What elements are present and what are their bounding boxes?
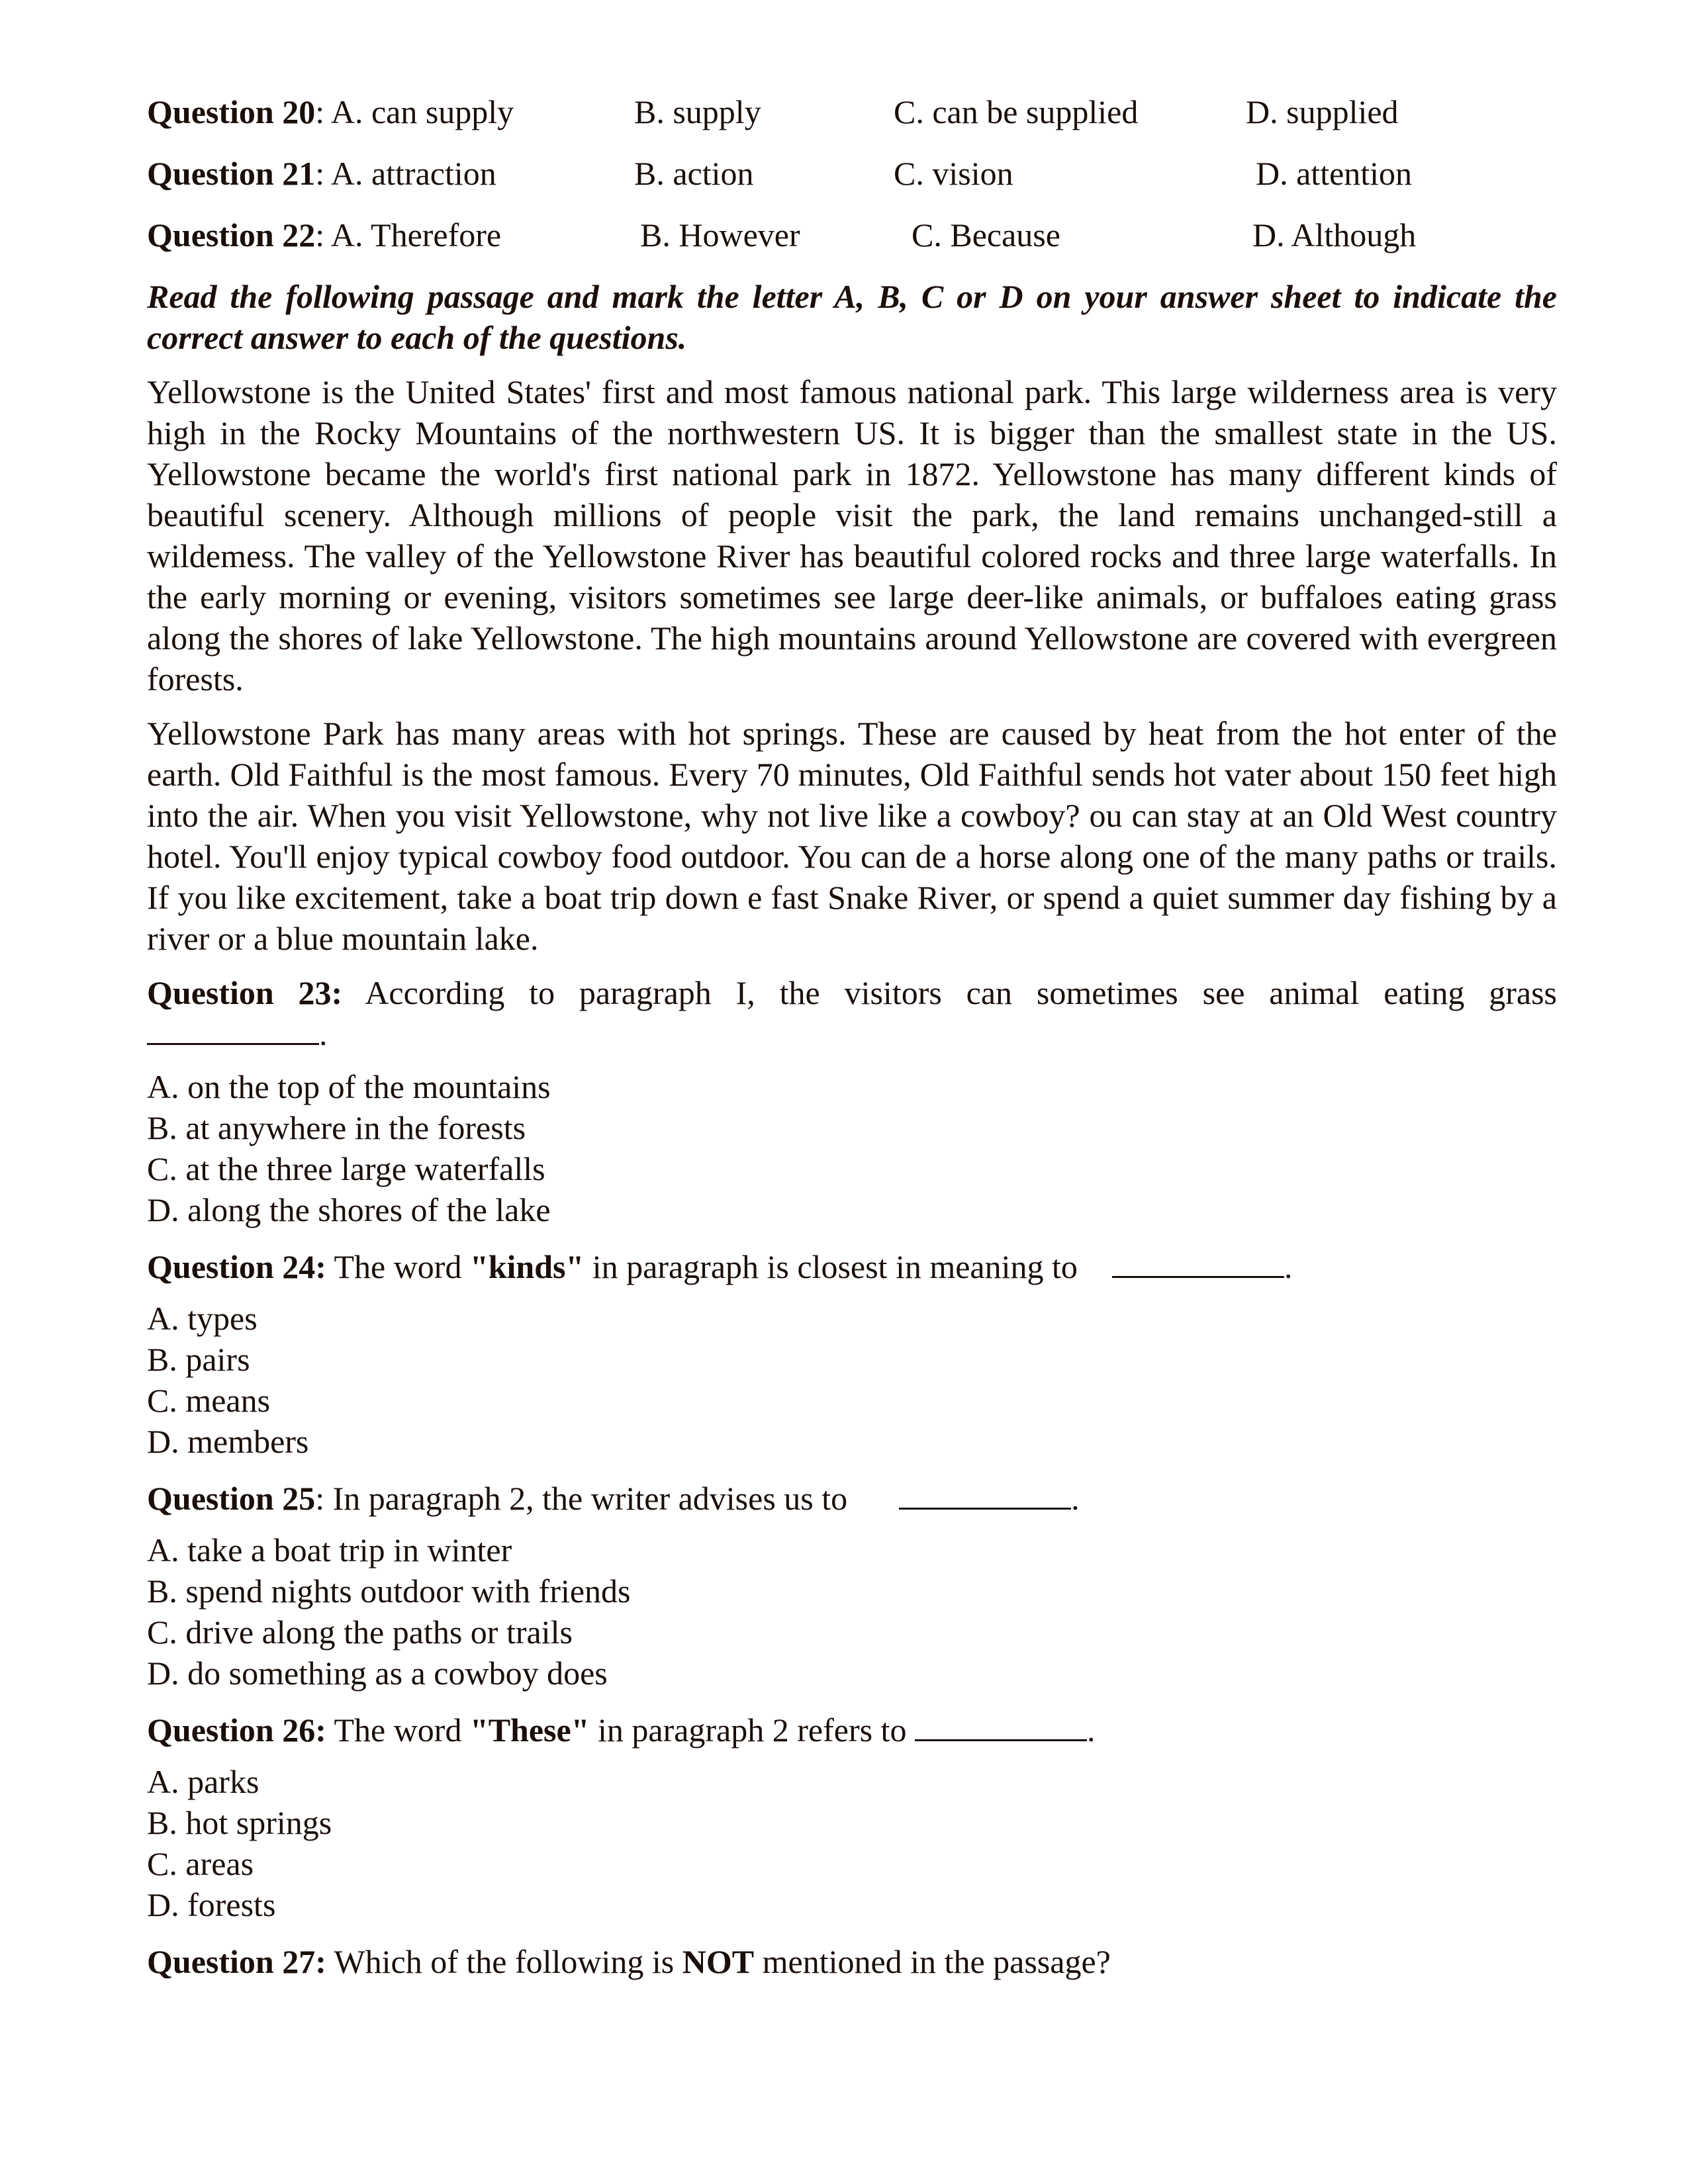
question-23-options [147, 1066, 1557, 1230]
option-b: B. spend nights outdoor with friends [147, 1572, 631, 1610]
question-25 [147, 1478, 1557, 1694]
question-20-option-b: B. supply [634, 93, 761, 130]
option-b: B. at anywhere in the forests [147, 1109, 526, 1146]
question-25-stem: Question 25: In paragraph 2, the writer advises us to . [147, 1480, 1080, 1517]
question-26 [147, 1709, 1557, 1925]
option-c: C. areas [147, 1845, 254, 1882]
question-label: Question 20 [147, 93, 316, 130]
question-22-option-a: Question 22: A. Therefore [147, 216, 502, 253]
question-label: Question 27: [147, 1943, 326, 1980]
question-22-row [147, 214, 1557, 255]
question-22-option-b: B. However [640, 216, 800, 253]
option-b: B. hot springs [147, 1804, 332, 1841]
option-a: A. on the top of the mountains [147, 1068, 551, 1105]
question-21-option-c: C. vision [894, 155, 1013, 192]
option-a: A. parks [147, 1763, 259, 1800]
passage-paragraph-1: Yellowstone is the United States' first and most famous national park. This large wilderness area is very high in the Rocky Mountains of the northwestern US. It is bigger than the smallest state in the US. Yellowstone became the world's first national park in 1872. Yellowstone has many different kinds of beautiful scenery. Although millions of people visit the park, the land remains unchanged-still a wildemess. The valley of the Yellowstone River has beautiful colored rocks and three large waterfalls. In the early morning or evening, visitors sometimes see large deer-like animals, or buffaloes eating grass along the shores of lake Yellowstone. The high mountains around Yellowstone are covered with evergreen forests. [147, 373, 1557, 698]
option-a: A. types [147, 1300, 258, 1337]
option-d: D. do something as a cowboy does [147, 1655, 608, 1692]
answer-blank [147, 1014, 319, 1045]
question-21-option-a: Question 21: A. attraction [147, 155, 496, 192]
option-c: C. means [147, 1382, 271, 1419]
question-label: Question 23: [147, 974, 343, 1011]
question-label: Question 22 [147, 216, 316, 253]
keyword: "These" [469, 1711, 590, 1749]
question-21-option-b: B. action [634, 155, 754, 192]
option-d: D. forests [147, 1886, 276, 1923]
option-d: D. along the shores of the lake [147, 1191, 551, 1228]
option-a: A. take a boat trip in winter [147, 1531, 512, 1569]
reading-instruction: Read the following passage and mark the letter A, B, C or D on your answer sheet to indicate the correct answer to each of the questions. [147, 278, 1557, 356]
option-d: D. members [147, 1423, 309, 1460]
question-26-options [147, 1761, 1557, 1925]
exam-page [147, 91, 1557, 1982]
question-21-option-d: D. attention [1256, 155, 1413, 192]
question-20-option-d: D. supplied [1246, 93, 1399, 130]
answer-blank [899, 1479, 1071, 1510]
question-21-row [147, 153, 1557, 194]
question-22-option-c: C. Because [912, 216, 1060, 253]
question-20-option-a: Question 20: A. can supply [147, 93, 514, 130]
question-20-row [147, 91, 1557, 132]
question-label: Question 26: [147, 1711, 326, 1749]
question-label: Question 21 [147, 155, 316, 192]
question-23: Question 23: According to paragraph I, the visitors can sometimes see animal eating grass . A. on the top of the mountains B. at anywhere in the forests C. at the three large waterfalls D. along the shores of the lake [147, 972, 1557, 1230]
question-27-stem: Question 27: Which of the following is NOT mentioned in the passage? [147, 1943, 1111, 1980]
question-27 [147, 1941, 1557, 1982]
question-22-option-d: D. Although [1252, 216, 1417, 253]
answer-blank [915, 1710, 1087, 1741]
keyword: "kinds" [469, 1248, 585, 1285]
option-c: C. at the three large waterfalls [147, 1150, 545, 1187]
question-24-options [147, 1298, 1557, 1462]
question-25-options [147, 1529, 1557, 1694]
answer-blank [1112, 1247, 1284, 1278]
question-24-stem: Question 24: The word "kinds" in paragraph is closest in meaning to . [147, 1248, 1293, 1285]
passage-paragraph-2: Yellowstone Park has many areas with hot springs. These are caused by heat from the hot enter of the earth. Old Faithful is the most famous. Every 70 minutes, Old Faithful sends hot vater about 150 feet high into the air. When you visit Yellowstone, why not live like a cowboy? ou can stay at an Old West country hotel. You'll enjoy typical cowboy food outdoor. You can de a horse along one of the many paths or trails. If you like excitement, take a boat trip down e fast Snake River, or spend a quiet summer day fishing by a river or a blue mountain lake. [147, 715, 1557, 957]
question-26-stem: Question 26: The word "These" in paragraph 2 refers to . [147, 1711, 1096, 1749]
option-c: C. drive along the paths or trails [147, 1614, 573, 1651]
question-23-stem: Question 23: According to paragraph I, the visitors can sometimes see animal eating grass [147, 974, 1557, 1011]
question-label: Question 25 [147, 1480, 316, 1517]
option-b: B. pairs [147, 1341, 250, 1378]
keyword: NOT [682, 1943, 755, 1980]
question-label: Question 24: [147, 1248, 326, 1285]
question-20-option-c: C. can be supplied [894, 93, 1139, 130]
question-24 [147, 1246, 1557, 1462]
